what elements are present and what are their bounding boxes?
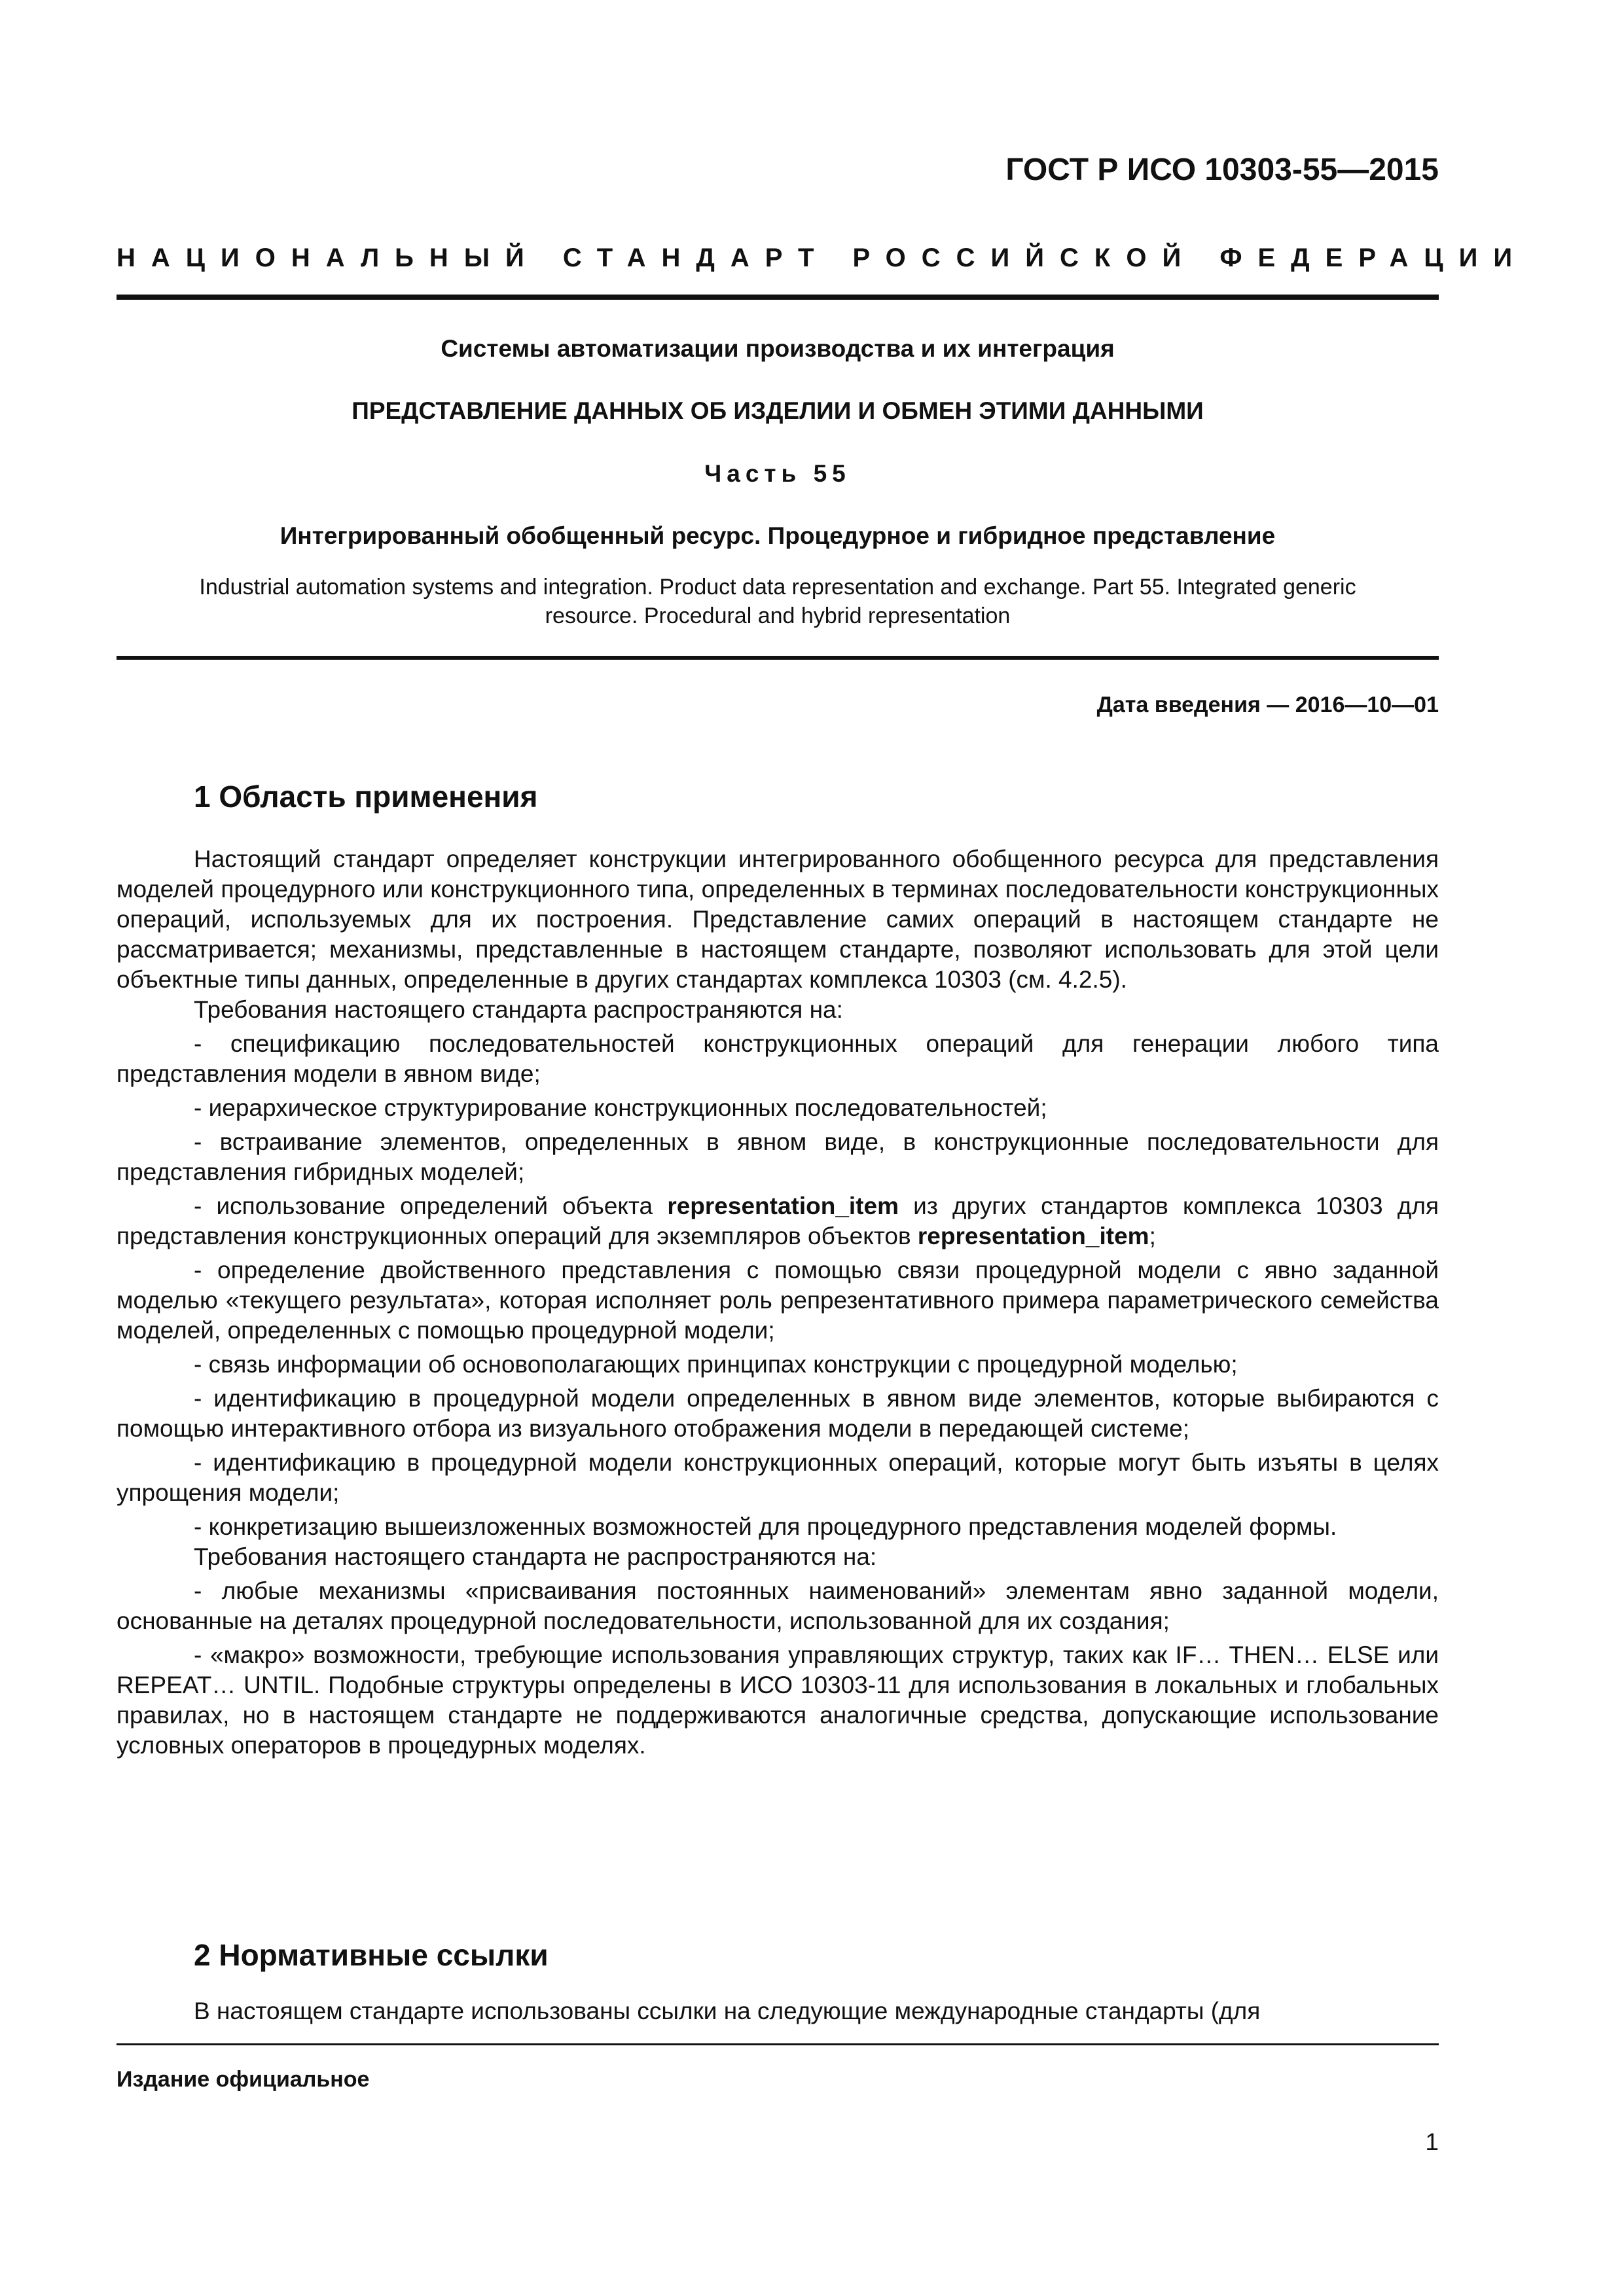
term-representation-item: representation_item <box>667 1193 899 1219</box>
list-item: - спецификацию последовательностей конструкционных операций для генерации любого типа представления модели в явном виде; <box>117 1030 1439 1087</box>
english-title: Industrial automation systems and integration. Product data representation and exchange. Part 55. Integrated generic resource. Procedural and hybrid representation <box>199 575 1356 628</box>
title-line-2: ПРЕДСТАВЛЕНИЕ ДАННЫХ ОБ ИЗДЕЛИИ И ОБМЕН ЭТИМИ ДАННЫМИ <box>352 397 1204 424</box>
title-part: Часть 55 <box>704 460 851 487</box>
title-line-1: Системы автоматизации производства и их интеграция <box>441 335 1115 362</box>
section-1-heading: 1 Область применения <box>194 780 538 814</box>
list-item: - любые механизмы «присваивания постоянных наименований» элементам явно заданной модели, основанные на деталях процедурной последовательности, использованной для их создания; <box>117 1577 1439 1634</box>
list-item: - связь информации об основополагающих принципах конструкции с процедурной моделью; <box>194 1351 1238 1378</box>
national-standard-title: НАЦИОНАЛЬНЫЙ СТАНДАРТ РОССИЙСКОЙ ФЕДЕРАЦИИ <box>117 243 1528 272</box>
page-number: 1 <box>1425 2128 1439 2155</box>
list-item: - конкретизацию вышеизложенных возможностей для процедурного представления моделей формы. <box>194 1513 1337 1540</box>
paragraph: Требования настоящего стандарта распространяются на: <box>194 996 843 1023</box>
section-2-heading: 2 Нормативные ссылки <box>194 1938 549 1972</box>
middle-rule <box>117 656 1439 660</box>
introduction-date: Дата введения — 2016—10—01 <box>1096 692 1439 717</box>
section-2-paragraph: В настоящем стандарте использованы ссылки на следующие международные стандарты (для <box>194 1998 1261 2024</box>
section-1-body <box>117 844 1439 1761</box>
text-run: ; <box>1149 1223 1156 1249</box>
list-item <box>117 1191 1439 1251</box>
list-item: - определение двойственного представления с помощью связи процедурной модели с явно заданной моделью «текущего результата», которая исполняет роль репрезентативного примера параметрического семейства моделей, определенных с помощью процедурной модели; <box>117 1257 1439 1344</box>
footer-rule <box>117 2043 1439 2045</box>
paragraph: Требования настоящего стандарта не распространяются на: <box>194 1543 877 1570</box>
list-item: - иерархическое структурирование конструкционных последовательностей; <box>194 1094 1047 1121</box>
term-representation-item: representation_item <box>917 1223 1149 1249</box>
list-item: - встраивание элементов, определенных в явном виде, в конструкционные последовательности для представления гибридных моделей; <box>117 1128 1439 1185</box>
text-run: из других стандартов комплекса 10303 для представления конструкционных операций для экземпляров объектов <box>117 1193 1439 1249</box>
text-run: - использование определений объекта <box>194 1193 668 1219</box>
top-rule <box>117 295 1439 300</box>
official-edition-label: Издание официальное <box>117 2067 370 2092</box>
list-item: - «макро» возможности, требующие использования управляющих структур, таких как IF… THEN… ELSE или REPEAT… UNTIL. Подобные структуры определены в ИСО 10303-11 для использования в локальных и глобальных правилах, но в настоящем стандарте не поддерживаются аналогичные средства, допускающие использование условных операторов в процедурных моделях. <box>117 1641 1439 1759</box>
list-item: - идентификацию в процедурной модели определенных в явном виде элементов, которые выбираются с помощью интерактивного отбора из визуального отображения модели в передающей системе; <box>117 1385 1439 1442</box>
list-item: - идентификацию в процедурной модели конструкционных операций, которые могут быть изъяты в целях упрощения модели; <box>117 1449 1439 1506</box>
paragraph: Настоящий стандарт определяет конструкции интегрированного обобщенного ресурса для представления моделей процедурного или конструкционного типа, определенных в терминах последовательности конструкционных операций, используемых для их построения. Представление самих операций в настоящем стандарте не рассматривается; механизмы, представленные в настоящем стандарте, позволяют использовать для этой цели объектные типы данных, определенные в других стандартах комплекса 10303 (см. 4.2.5). <box>117 846 1439 993</box>
standard-code: ГОСТ Р ИСО 10303-55—2015 <box>1005 152 1439 187</box>
title-line-4: Интегрированный обобщенный ресурс. Процедурное и гибридное представление <box>280 522 1276 549</box>
